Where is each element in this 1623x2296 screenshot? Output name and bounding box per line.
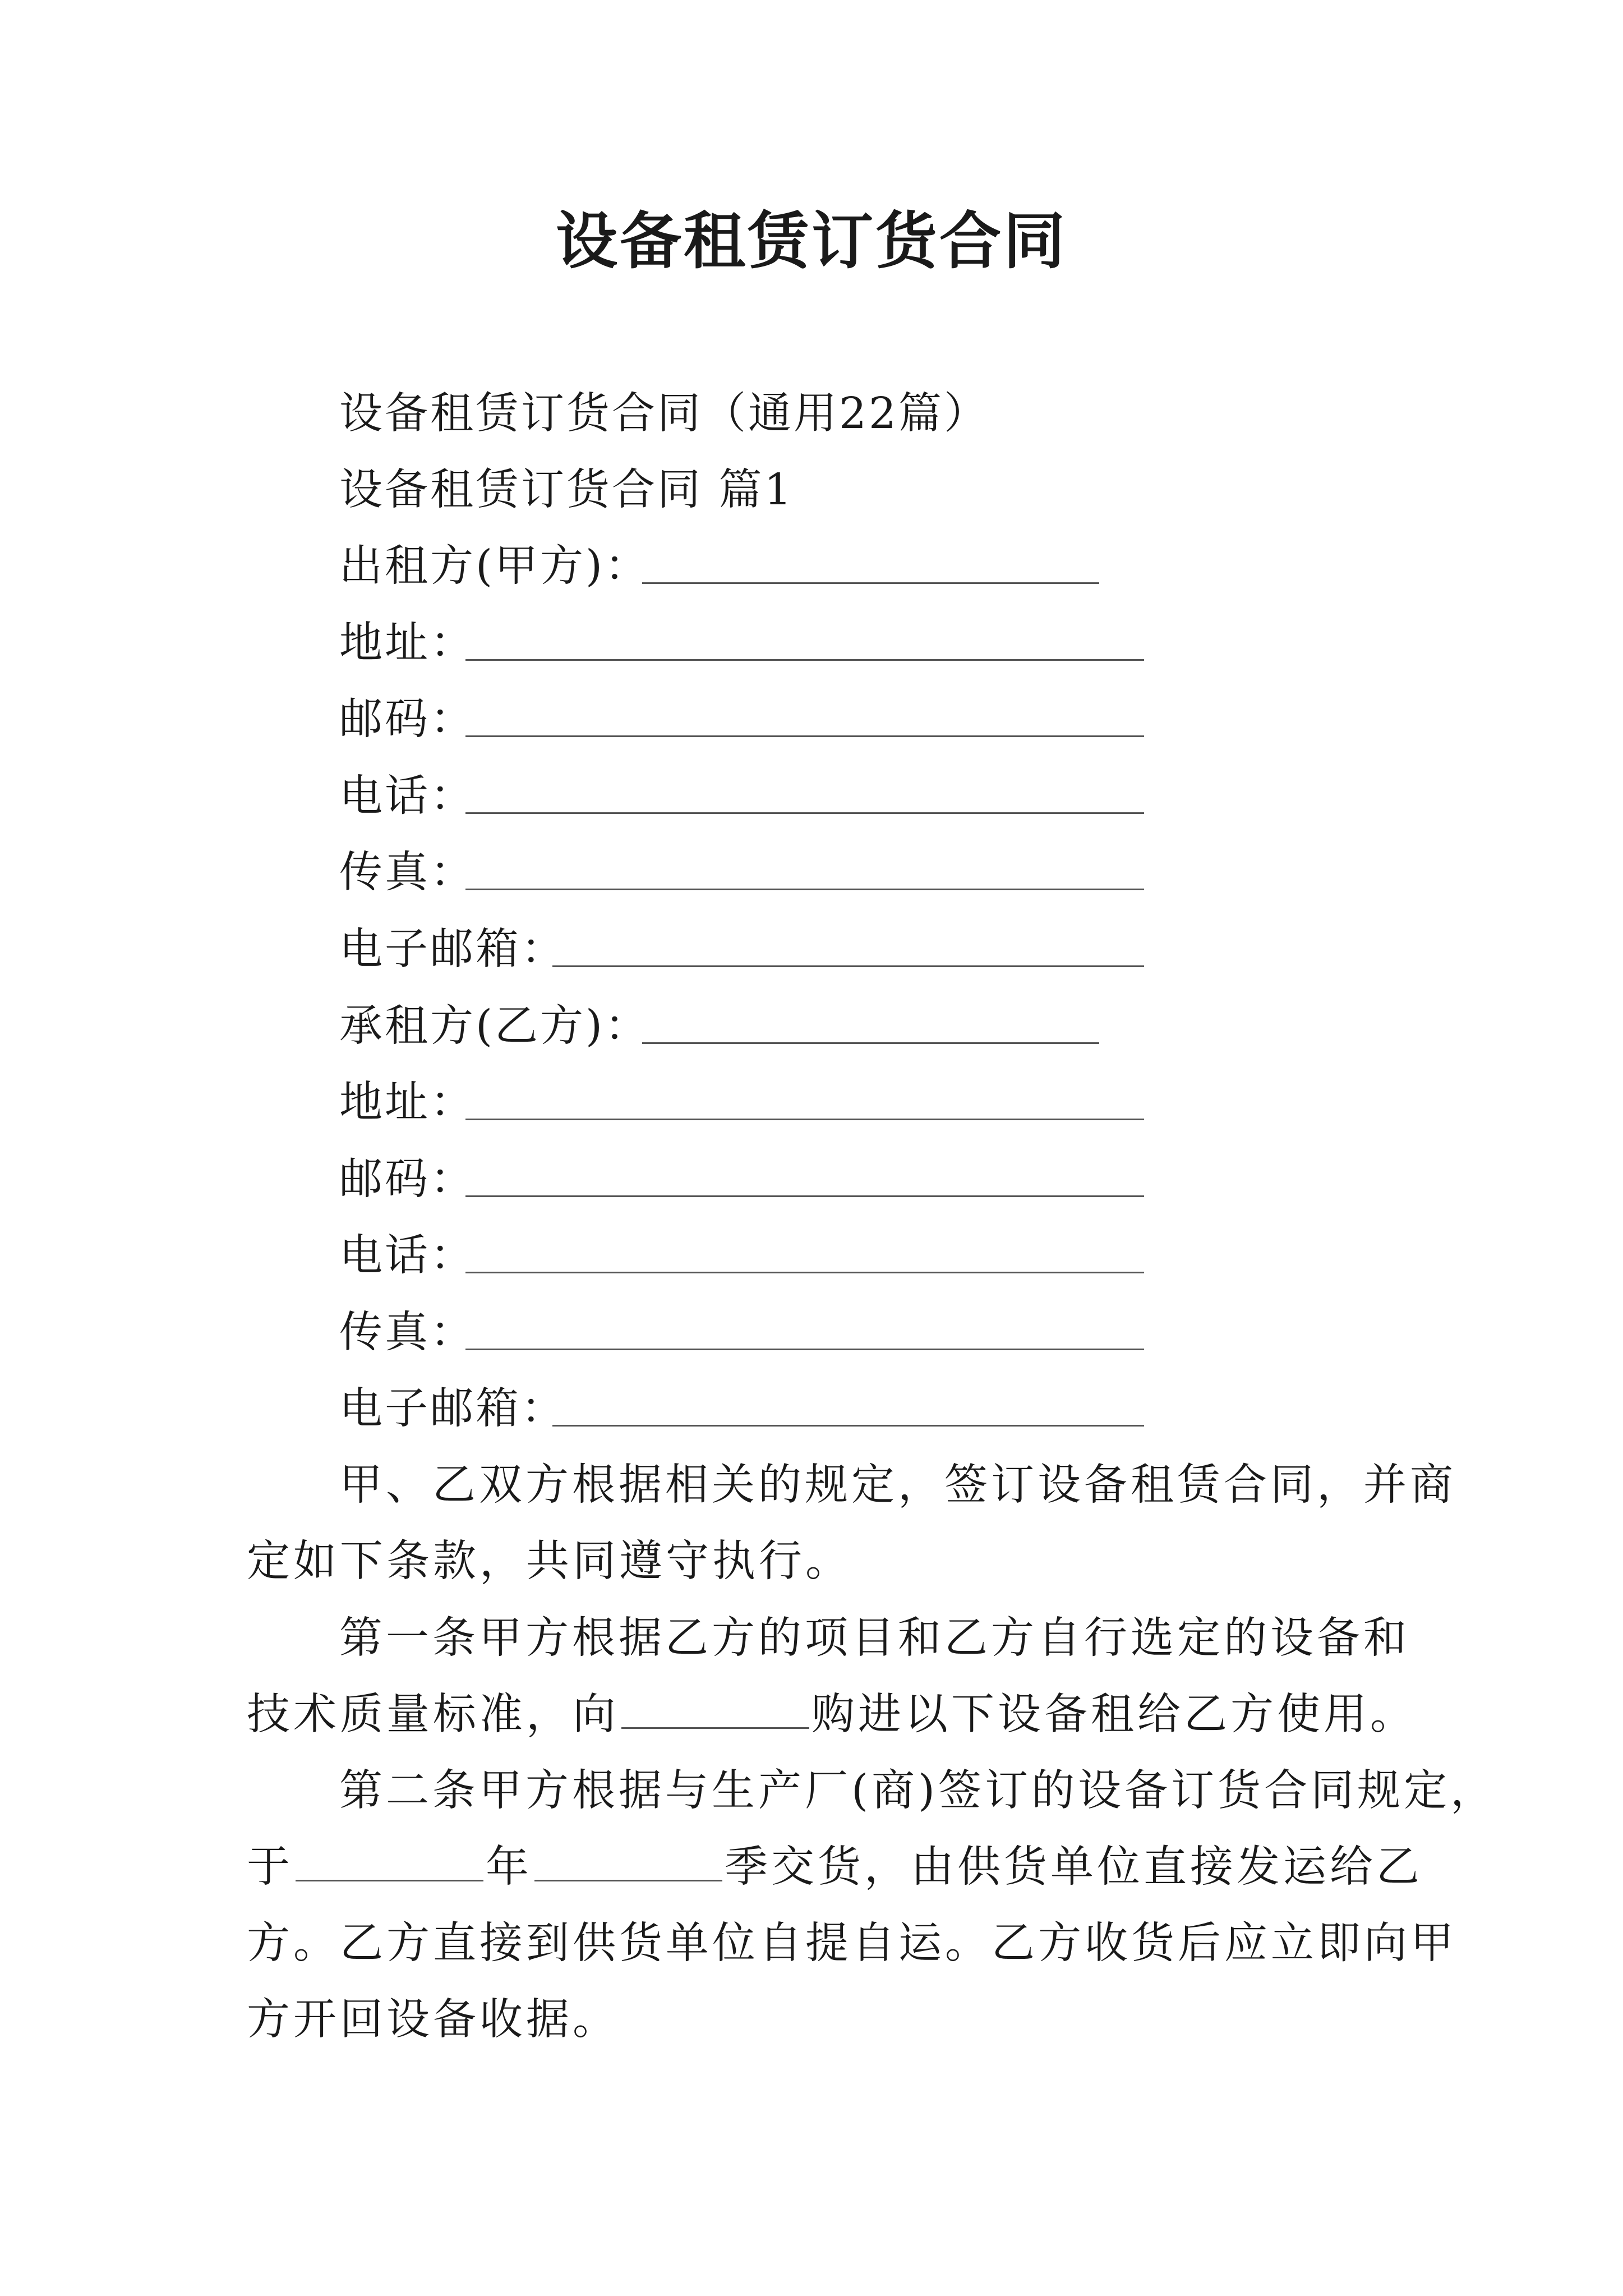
document-title: 设备租赁订货合同	[556, 205, 1067, 277]
paragraph-text: 年	[486, 1842, 532, 1892]
lessor-fax-label: 传真：	[339, 848, 476, 898]
paragraph-text: 技术质量标准，向	[247, 1690, 619, 1740]
paragraph-article-1	[247, 1600, 1417, 1753]
lessee-fax-blank[interactable]	[465, 1349, 1144, 1350]
lessee-postcode-blank[interactable]	[465, 1195, 1144, 1197]
paragraph-article-2	[247, 1753, 1497, 2058]
lessee-address-label: 地址：	[339, 1078, 476, 1128]
document-subtitle: 设备租赁订货合同（通用22篇）	[339, 389, 989, 439]
section-title: 设备租赁订货合同 篇1	[339, 465, 794, 515]
lessee-party-blank[interactable]	[642, 1042, 1099, 1044]
season-blank[interactable]	[534, 1878, 722, 1881]
lessor-address-blank[interactable]	[465, 659, 1144, 661]
lessee-email-blank[interactable]	[552, 1425, 1144, 1427]
lessee-phone-blank[interactable]	[465, 1272, 1144, 1273]
paragraph-line: 第一条甲方根据乙方的项目和乙方自行选定的设备和	[339, 1613, 1410, 1663]
lessee-party-label: 承租方(乙方)：	[339, 1001, 651, 1051]
lessor-email-blank[interactable]	[552, 965, 1144, 967]
lessor-email-label: 电子邮箱：	[339, 924, 566, 974]
paragraph-text: 于	[247, 1842, 293, 1892]
lessor-party-blank[interactable]	[642, 582, 1099, 584]
paragraph-agreement	[247, 1447, 1456, 1600]
paragraph-line	[247, 1829, 1423, 1906]
paragraph-line: 方开回设备收据。	[247, 1995, 619, 2045]
lessor-fax-blank[interactable]	[465, 889, 1144, 890]
paragraph-text: 购进以下设备租给乙方使用。	[811, 1690, 1417, 1740]
lessor-postcode-label: 邮码：	[339, 694, 476, 744]
paragraph-line: 甲、乙双方根据相关的规定，签订设备租赁合同，并商	[339, 1460, 1456, 1510]
lessee-postcode-label: 邮码：	[339, 1154, 476, 1204]
paragraph-line: 定如下条款，共同遵守执行。	[247, 1536, 852, 1586]
lessee-address-blank[interactable]	[465, 1119, 1144, 1120]
lessor-phone-blank[interactable]	[465, 812, 1144, 814]
lessee-email-label: 电子邮箱：	[339, 1384, 566, 1434]
paragraph-text: 季交货，由供货单位直接发运给乙	[725, 1842, 1423, 1892]
paragraph-line: 第二条甲方根据与生产厂(商)签订的设备订货合同规定，	[339, 1766, 1497, 1816]
paragraph-line: 方。乙方直接到供货单位自提自运。乙方收货后应立即向甲	[247, 1918, 1457, 1968]
lessor-postcode-blank[interactable]	[465, 735, 1144, 737]
lessor-address-label: 地址：	[339, 618, 476, 668]
lessee-phone-label: 电话：	[339, 1231, 476, 1281]
year-blank[interactable]	[296, 1878, 483, 1881]
paragraph-line	[247, 1677, 1417, 1753]
lessor-phone-label: 电话：	[339, 771, 476, 821]
supplier-blank[interactable]	[621, 1725, 809, 1729]
lessor-party-label: 出租方(甲方)：	[339, 541, 651, 591]
lessee-fax-label: 传真：	[339, 1308, 476, 1358]
